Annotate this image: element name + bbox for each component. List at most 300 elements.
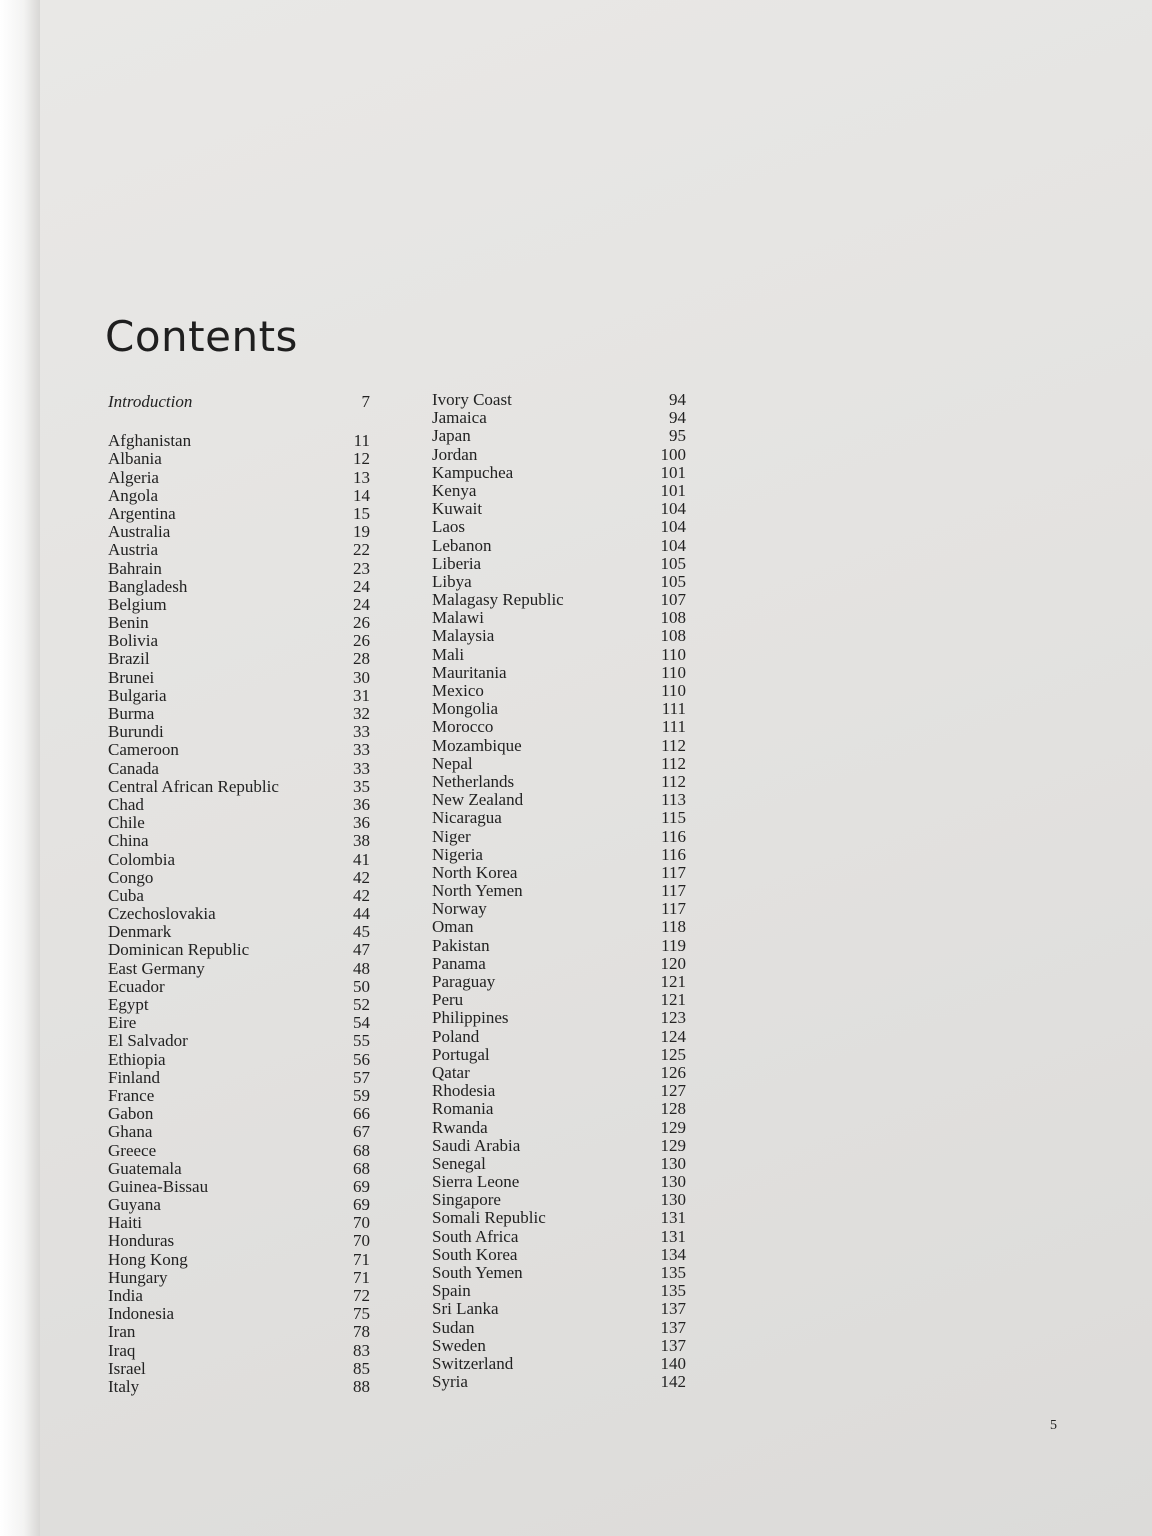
contents-entry [432,1319,686,1337]
contents-entry [432,427,686,445]
entry-name: Singapore [432,1190,501,1210]
contents-entry [108,905,370,923]
entry-page-number: 48 [353,958,370,978]
contents-entry [432,1355,686,1373]
entry-page-number: 123 [660,1008,686,1028]
entry-name: Introduction [108,392,193,411]
contents-entry [108,1251,370,1269]
book-spine-edge [0,0,40,1536]
entry-name: Saudi Arabia [432,1135,521,1155]
entry-page-number: 110 [661,662,686,682]
entry-page-number: 42 [353,885,370,905]
entry-page-number: 12 [353,449,370,469]
entry-page-number: 105 [660,553,686,573]
entry-page-number: 68 [353,1140,370,1160]
entry-page-number: 45 [353,922,370,942]
contents-entry [108,596,370,614]
entry-page-number: 68 [353,1158,370,1178]
entry-name: South Yemen [432,1263,523,1282]
contents-entry [432,828,686,846]
entry-name: France [108,1085,155,1105]
entry-name: Sweden [432,1335,486,1355]
contents-entry-introduction [108,393,370,411]
entry-name: Oman [432,917,474,937]
entry-page-number: 23 [353,558,370,578]
entry-name: Netherlands [432,771,515,791]
entry-name: Ivory Coast [432,390,512,409]
entry-name: Greece [108,1140,157,1160]
entry-name: El Salvador [108,1031,188,1051]
entry-page-number: 104 [660,499,686,519]
contents-entry [108,887,370,905]
entry-name: South Korea [432,1244,518,1264]
contents-entry [108,705,370,723]
contents-entry [432,609,686,627]
entry-name: Czechoslovakia [108,904,216,924]
entry-name: Benin [108,613,149,633]
contents-entry [108,1051,370,1069]
contents-entry [108,741,370,759]
entry-page-number: 70 [353,1231,370,1251]
entry-name: Sudan [432,1317,475,1337]
entry-page-number: 131 [660,1208,686,1228]
page-title: Contents [105,312,298,361]
entry-name: Nigeria [432,844,483,864]
entry-name: Honduras [108,1231,175,1251]
contents-entry [432,1209,686,1227]
entry-name: Kenya [432,480,477,500]
entry-name: Panama [432,953,486,973]
entry-name: Sierra Leone [432,1172,520,1192]
entry-name: Paraguay [432,972,496,991]
contents-entry [432,1100,686,1118]
contents-entry [108,760,370,778]
entry-page-number: 104 [660,517,686,537]
entry-page-number: 116 [661,844,686,864]
entry-page-number: 56 [353,1049,370,1069]
contents-entry [432,1173,686,1191]
contents-entry [108,505,370,523]
contents-entry [432,664,686,682]
entry-name: Qatar [432,1062,470,1082]
entry-page-number: 24 [353,576,370,596]
entry-name: Chile [108,813,145,833]
entry-name: Niger [432,826,471,846]
entry-name: Belgium [108,594,167,614]
entry-page-number: 47 [353,940,370,960]
contents-entry [432,391,686,409]
entry-name: Poland [432,1026,480,1046]
entry-page-number: 128 [660,1099,686,1119]
entry-page-number: 22 [353,540,370,560]
entry-page-number: 26 [353,613,370,633]
entry-name: Mongolia [432,699,499,719]
entry-page-number: 112 [661,735,686,755]
entry-name: Philippines [432,1008,509,1028]
contents-entry [108,1378,370,1396]
entry-name: Eire [108,1013,137,1033]
contents-entry [432,791,686,809]
contents-entry [432,773,686,791]
contents-entry [108,1123,370,1141]
entry-page-number: 120 [660,953,686,973]
entry-name: Canada [108,758,159,778]
entry-page-number: 71 [353,1267,370,1287]
contents-entry [108,814,370,832]
entry-page-number: 54 [353,1013,370,1033]
entry-page-number: 130 [660,1190,686,1210]
contents-entry [432,682,686,700]
entry-name: New Zealand [432,790,524,810]
entry-name: Indonesia [108,1304,175,1324]
contents-entry [432,1064,686,1082]
contents-list-right [432,391,686,1391]
entry-page-number: 19 [353,522,370,542]
entry-name: Cameroon [108,740,179,760]
contents-entry [108,1178,370,1196]
contents-entry [432,1264,686,1282]
entry-page-number: 105 [660,571,686,591]
contents-entry [108,1105,370,1123]
entry-page-number: 135 [660,1263,686,1282]
entry-page-number: 117 [661,862,686,882]
entry-name: India [108,1286,143,1305]
entry-name: Albania [108,449,162,469]
entry-page-number: 137 [660,1299,686,1319]
contents-entry [108,487,370,505]
contents-entry [108,996,370,1014]
contents-entry [432,1246,686,1264]
entry-name: Guyana [108,1195,161,1215]
contents-entry [108,851,370,869]
entry-name: Haiti [108,1213,142,1233]
entry-page-number: 127 [660,1081,686,1101]
contents-entry [432,737,686,755]
entry-name: Norway [432,899,487,919]
contents-entry [108,723,370,741]
entry-page-number: 110 [661,681,686,700]
entry-name: Bangladesh [108,576,188,596]
entry-page-number: 130 [660,1153,686,1173]
entry-page-number: 121 [660,972,686,991]
contents-entry [108,560,370,578]
entry-name: Somali Republic [432,1208,546,1228]
contents-entry [108,523,370,541]
entry-page-number: 94 [669,408,686,428]
entry-name: Nepal [432,753,473,773]
entry-name: Sri Lanka [432,1299,499,1319]
entry-page-number: 32 [353,704,370,723]
entry-page-number: 124 [660,1026,686,1046]
entry-page-number: 69 [353,1195,370,1215]
entry-page-number: 118 [661,917,686,937]
entry-name: Morocco [432,717,494,737]
contents-entry [108,632,370,650]
entry-name: Brazil [108,649,150,669]
entry-page-number: 134 [660,1244,686,1264]
entry-name: Malawi [432,608,484,628]
entry-name: Bolivia [108,631,159,651]
entry-page-number: 35 [353,776,370,796]
entry-name: Libya [432,571,472,591]
contents-entry [108,1305,370,1323]
entry-name: Gabon [108,1104,154,1124]
entry-page-number: 75 [353,1304,370,1324]
entry-page-number: 129 [660,1117,686,1137]
contents-entry [432,991,686,1009]
entry-name: Portugal [432,1044,490,1064]
entry-page-number: 113 [661,790,686,810]
entry-page-number: 15 [353,503,370,523]
entry-page-number: 117 [661,881,686,901]
bleed-through-text [240,20,800,250]
contents-entry [108,778,370,796]
entry-name: Syria [432,1372,468,1392]
contents-entry [432,1373,686,1391]
entry-name: Finland [108,1067,160,1087]
entry-page-number: 33 [353,722,370,742]
entry-name: Congo [108,867,154,887]
entry-name: Cuba [108,885,144,905]
entry-page-number: 50 [353,976,370,996]
entry-name: Egypt [108,995,149,1014]
entry-name: Japan [432,426,471,446]
contents-entry [108,650,370,668]
entry-page-number: 42 [353,867,370,887]
entry-page-number: 78 [353,1322,370,1342]
entry-page-number: 121 [660,990,686,1010]
entry-page-number: 111 [661,717,686,737]
contents-entry [108,614,370,632]
entry-name: Iran [108,1322,136,1342]
entry-name: South Africa [432,1226,519,1246]
contents-entry [108,1342,370,1360]
contents-entry [108,450,370,468]
entry-page-number: 11 [353,431,370,451]
entry-page-number: 125 [660,1044,686,1064]
entry-name: Hong Kong [108,1249,188,1269]
contents-entry [432,864,686,882]
entry-name: Colombia [108,849,176,869]
entry-name: Mozambique [432,735,522,755]
contents-entry [108,1232,370,1250]
entry-page-number: 117 [661,899,686,919]
entry-page-number: 126 [660,1062,686,1082]
entry-name: North Yemen [432,881,523,901]
entry-page-number: 28 [353,649,370,669]
entry-page-number: 95 [669,426,686,446]
entry-page-number: 115 [661,808,686,828]
entry-page-number: 26 [353,631,370,651]
entry-name: Guatemala [108,1158,182,1178]
entry-name: Mali [432,644,465,664]
entry-name: Bahrain [108,558,162,578]
contents-entry [108,469,370,487]
entry-page-number: 67 [353,1122,370,1142]
contents-entry [432,1300,686,1318]
entry-name: Chad [108,794,144,814]
contents-entry [108,960,370,978]
entry-name: Algeria [108,467,159,487]
entry-name: Ecuador [108,976,165,996]
entry-name: Afghanistan [108,431,192,451]
contents-entry [432,1119,686,1137]
entry-page-number: 14 [353,485,370,505]
entry-name: Jamaica [432,408,487,428]
contents-entry [108,669,370,687]
entry-name: Kampuchea [432,462,514,482]
entry-name: North Korea [432,862,518,882]
contents-entry [432,555,686,573]
contents-entry [432,900,686,918]
entry-page-number: 110 [661,644,686,664]
contents-entry [108,978,370,996]
entry-page-number: 33 [353,758,370,778]
contents-entry [432,1046,686,1064]
entry-page-number: 116 [661,826,686,846]
entry-page-number: 24 [353,594,370,614]
contents-column-left [108,393,370,1396]
contents-entry [108,1287,370,1305]
entry-page-number: 36 [353,813,370,833]
contents-entry [432,1028,686,1046]
entry-page-number: 71 [353,1249,370,1269]
entry-page-number: 13 [353,467,370,487]
contents-entry [432,591,686,609]
contents-entry [432,1282,686,1300]
contents-entry [432,973,686,991]
contents-entry [108,1360,370,1378]
entry-name: Brunei [108,667,155,687]
contents-entry [108,1032,370,1050]
entry-page-number: 33 [353,740,370,760]
entry-page-number: 57 [353,1067,370,1087]
contents-entry [432,1082,686,1100]
contents-entry [108,1196,370,1214]
entry-name: Senegal [432,1153,486,1173]
contents-entry [432,1337,686,1355]
contents-entry [108,869,370,887]
contents-entry [432,882,686,900]
entry-name: Mauritania [432,662,507,682]
contents-entry [108,923,370,941]
contents-entry [432,627,686,645]
entry-name: Lebanon [432,535,492,555]
entry-page-number: 52 [353,995,370,1014]
contents-entry [432,937,686,955]
entry-name: Italy [108,1376,140,1396]
entry-page-number: 135 [660,1281,686,1301]
entry-name: Israel [108,1358,146,1378]
entry-page-number: 112 [661,771,686,791]
entry-page-number: 137 [660,1317,686,1337]
contents-entry [432,500,686,518]
entry-page-number: 137 [660,1335,686,1355]
contents-entry [432,1191,686,1209]
contents-column-right [432,391,686,1391]
entry-name: Austria [108,540,159,560]
contents-entry [432,918,686,936]
contents-entry [108,578,370,596]
entry-page-number: 30 [353,667,370,687]
contents-entry [108,1069,370,1087]
entry-name: Nicaragua [432,808,502,828]
entry-page-number: 129 [660,1135,686,1155]
contents-entry [108,1160,370,1178]
entry-name: Laos [432,517,466,537]
contents-entry [432,464,686,482]
contents-entry [432,755,686,773]
contents-list-left [108,432,370,1396]
contents-entry [432,646,686,664]
entry-name: Iraq [108,1340,136,1360]
entry-page-number: 66 [353,1104,370,1124]
entry-name: Hungary [108,1267,168,1287]
entry-page-number: 83 [353,1340,370,1360]
entry-name: Bulgaria [108,685,167,705]
entry-name: Burma [108,704,155,723]
contents-entry [432,809,686,827]
entry-page-number: 85 [353,1358,370,1378]
entry-page-number: 59 [353,1085,370,1105]
contents-entry [108,1014,370,1032]
contents-entry [108,941,370,959]
entry-page-number: 31 [353,685,370,705]
contents-entry [432,482,686,500]
contents-entry [432,409,686,427]
contents-entry [432,1009,686,1027]
entry-page-number: 41 [353,849,370,869]
entry-name: Jordan [432,444,478,464]
entry-name: Angola [108,485,159,505]
contents-entry [108,832,370,850]
entry-page-number: 69 [353,1176,370,1196]
entry-page-number: 131 [660,1226,686,1246]
entry-name: Kuwait [432,499,483,519]
entry-name: Central African Republic [108,776,279,796]
entry-page-number: 72 [353,1286,370,1305]
entry-name: Rwanda [432,1117,488,1137]
contents-entry [108,687,370,705]
contents-entry [432,718,686,736]
entry-page-number: 100 [660,444,686,464]
entry-page-number: 101 [660,480,686,500]
contents-entry [432,846,686,864]
entry-page-number: 119 [661,935,686,955]
entry-page-number: 104 [660,535,686,555]
entry-page-number: 94 [669,390,686,409]
entry-name: Ghana [108,1122,153,1142]
contents-entry [432,1137,686,1155]
contents-entry [108,541,370,559]
entry-name: Switzerland [432,1353,514,1373]
contents-entry [432,537,686,555]
entry-name: Peru [432,990,464,1010]
entry-page-number: 108 [660,626,686,646]
page-number: 5 [1050,1418,1057,1433]
entry-name: Pakistan [432,935,490,955]
entry-page-number: 108 [660,608,686,628]
contents-entry [108,1214,370,1232]
entry-name: Malaysia [432,626,495,646]
entry-page-number: 7 [361,392,370,411]
contents-entry [108,1323,370,1341]
entry-page-number: 111 [661,699,686,719]
entry-name: Romania [432,1099,494,1119]
entry-name: Burundi [108,722,164,742]
entry-name: Liberia [432,553,482,573]
entry-name: Argentina [108,503,176,523]
